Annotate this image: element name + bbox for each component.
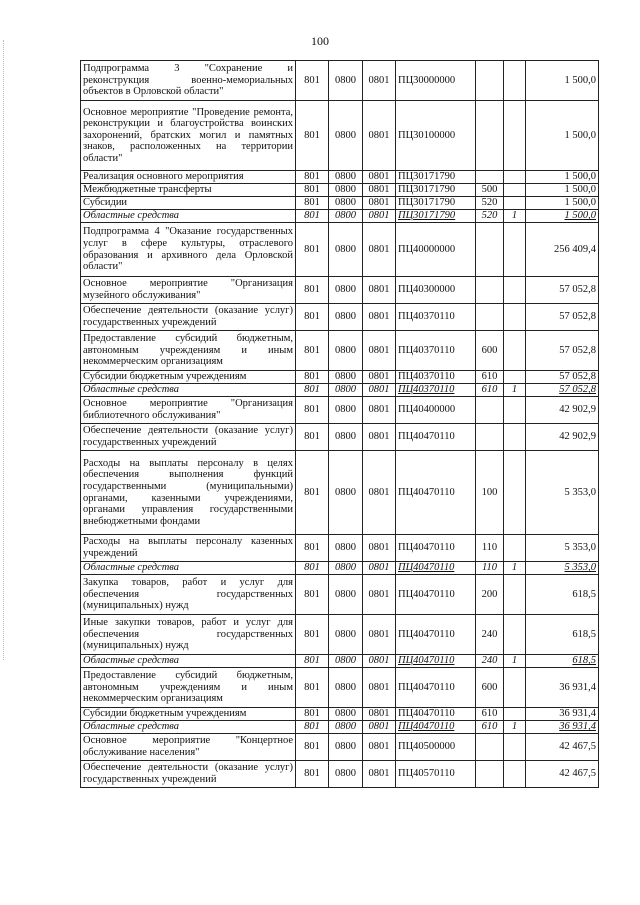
amount: 57 052,8 (526, 371, 599, 384)
section-code: 0800 (329, 304, 363, 331)
expense-type-code (476, 304, 504, 331)
table-row (81, 424, 599, 451)
expense-type-code (476, 61, 504, 101)
department-code: 801 (296, 655, 329, 668)
section-code: 0800 (329, 171, 363, 184)
subsection-code: 0801 (363, 535, 396, 562)
expense-type-code (476, 761, 504, 788)
expense-type-code: 500 (476, 184, 504, 197)
department-code: 801 (296, 424, 329, 451)
table-row (81, 371, 599, 384)
department-code: 801 (296, 171, 329, 184)
subsection-code: 0801 (363, 424, 396, 451)
amount: 1 500,0 (526, 101, 599, 171)
amount: 618,5 (526, 615, 599, 655)
department-code: 801 (296, 734, 329, 761)
expense-type-code (476, 424, 504, 451)
funding-source-code (504, 197, 526, 210)
funding-source-code: 1 (504, 384, 526, 397)
funding-source-code (504, 304, 526, 331)
subsection-code: 0801 (363, 223, 396, 277)
section-code: 0800 (329, 197, 363, 210)
table-row (81, 277, 599, 304)
subsection-code: 0801 (363, 101, 396, 171)
funding-source-code (504, 615, 526, 655)
department-code: 801 (296, 331, 329, 371)
expense-description: Областные средства (81, 384, 296, 397)
expense-type-code (476, 277, 504, 304)
amount: 42 902,9 (526, 424, 599, 451)
amount: 5 353,0 (526, 535, 599, 562)
expense-type-code: 240 (476, 655, 504, 668)
funding-source-code (504, 61, 526, 101)
funding-source-code (504, 424, 526, 451)
subsection-code: 0801 (363, 397, 396, 424)
expense-type-code: 110 (476, 535, 504, 562)
funding-source-code (504, 101, 526, 171)
expense-type-code: 520 (476, 210, 504, 223)
subsection-code: 0801 (363, 171, 396, 184)
table-row (81, 761, 599, 788)
subsection-code: 0801 (363, 304, 396, 331)
department-code: 801 (296, 277, 329, 304)
expense-description: Обеспечение деятельности (оказание услуг) государственных учреждений (81, 424, 296, 451)
expense-type-code: 600 (476, 331, 504, 371)
subsection-code: 0801 (363, 184, 396, 197)
expense-description: Подпрограмма 4 "Оказание государственных услуг в сфере культуры, отраслевого образования и архивного дела Орловской области" (81, 223, 296, 277)
department-code: 801 (296, 535, 329, 562)
subsection-code: 0801 (363, 384, 396, 397)
funding-source-code (504, 331, 526, 371)
table-row (81, 668, 599, 708)
section-code: 0800 (329, 101, 363, 171)
target-article-code: ПЦ40500000 (396, 734, 476, 761)
department-code: 801 (296, 304, 329, 331)
section-code: 0800 (329, 277, 363, 304)
section-code: 0800 (329, 210, 363, 223)
table-row (81, 721, 599, 734)
department-code: 801 (296, 708, 329, 721)
section-code: 0800 (329, 331, 363, 371)
target-article-code: ПЦ40470110 (396, 562, 476, 575)
funding-source-code (504, 575, 526, 615)
expense-description: Межбюджетные трансферты (81, 184, 296, 197)
section-code: 0800 (329, 61, 363, 101)
section-code: 0800 (329, 184, 363, 197)
section-code: 0800 (329, 371, 363, 384)
section-code: 0800 (329, 655, 363, 668)
expense-description: Основное мероприятие "Проведение ремонта, реконструкции и благоустройства воинских захоронений, братских могил и памятных знаков, расположенных на территории области" (81, 101, 296, 171)
expense-type-code: 610 (476, 384, 504, 397)
amount: 42 467,5 (526, 761, 599, 788)
target-article-code: ПЦ40470110 (396, 575, 476, 615)
budget-table (80, 60, 599, 788)
funding-source-code (504, 535, 526, 562)
expense-type-code: 610 (476, 721, 504, 734)
table-row (81, 61, 599, 101)
amount: 1 500,0 (526, 184, 599, 197)
expense-description: Расходы на выплаты персоналу в целях обеспечения выполнения функций государственными (муниципальными) органами, казенными учреждениями, органами управления государственными внебюджетными фондами (81, 451, 296, 535)
target-article-code: ПЦ30171790 (396, 197, 476, 210)
table-row (81, 451, 599, 535)
subsection-code: 0801 (363, 451, 396, 535)
table-row (81, 101, 599, 171)
expense-description: Областные средства (81, 655, 296, 668)
subsection-code: 0801 (363, 575, 396, 615)
subsection-code: 0801 (363, 734, 396, 761)
funding-source-code (504, 668, 526, 708)
section-code: 0800 (329, 424, 363, 451)
section-code: 0800 (329, 708, 363, 721)
subsection-code: 0801 (363, 615, 396, 655)
department-code: 801 (296, 451, 329, 535)
department-code: 801 (296, 397, 329, 424)
target-article-code: ПЦ40470110 (396, 668, 476, 708)
department-code: 801 (296, 761, 329, 788)
table-row (81, 197, 599, 210)
section-code: 0800 (329, 223, 363, 277)
expense-type-code (476, 223, 504, 277)
amount: 57 052,8 (526, 277, 599, 304)
table-row (81, 615, 599, 655)
expense-type-code: 240 (476, 615, 504, 655)
expense-description: Обеспечение деятельности (оказание услуг) государственных учреждений (81, 761, 296, 788)
subsection-code: 0801 (363, 562, 396, 575)
subsection-code: 0801 (363, 197, 396, 210)
table-row (81, 734, 599, 761)
department-code: 801 (296, 384, 329, 397)
section-code: 0800 (329, 668, 363, 708)
subsection-code: 0801 (363, 61, 396, 101)
amount: 57 052,8 (526, 304, 599, 331)
department-code: 801 (296, 61, 329, 101)
target-article-code: ПЦ40470110 (396, 721, 476, 734)
target-article-code: ПЦ40300000 (396, 277, 476, 304)
expense-description: Областные средства (81, 210, 296, 223)
department-code: 801 (296, 197, 329, 210)
amount: 618,5 (526, 575, 599, 615)
section-code: 0800 (329, 615, 363, 655)
expense-type-code: 110 (476, 562, 504, 575)
section-code: 0800 (329, 734, 363, 761)
amount: 1 500,0 (526, 61, 599, 101)
target-article-code: ПЦ40470110 (396, 655, 476, 668)
expense-description: Иные закупки товаров, работ и услуг для обеспечения государственных (муниципальных) нужд (81, 615, 296, 655)
amount: 256 409,4 (526, 223, 599, 277)
table-row (81, 184, 599, 197)
amount: 618,5 (526, 655, 599, 668)
section-code: 0800 (329, 451, 363, 535)
table-row (81, 331, 599, 371)
subsection-code: 0801 (363, 721, 396, 734)
expense-description: Предоставление субсидий бюджетным, автономным учреждениям и иным некоммерческим организациям (81, 668, 296, 708)
subsection-code: 0801 (363, 331, 396, 371)
section-code: 0800 (329, 562, 363, 575)
section-code: 0800 (329, 721, 363, 734)
target-article-code: ПЦ40470110 (396, 424, 476, 451)
funding-source-code: 1 (504, 721, 526, 734)
expense-type-code: 100 (476, 451, 504, 535)
table-row (81, 655, 599, 668)
expense-description: Основное мероприятие "Организация музейного обслуживания" (81, 277, 296, 304)
funding-source-code (504, 223, 526, 277)
amount: 42 902,9 (526, 397, 599, 424)
funding-source-code (504, 708, 526, 721)
target-article-code: ПЦ40570110 (396, 761, 476, 788)
table-row (81, 171, 599, 184)
expense-type-code (476, 734, 504, 761)
expense-description: Областные средства (81, 562, 296, 575)
section-code: 0800 (329, 397, 363, 424)
subsection-code: 0801 (363, 708, 396, 721)
funding-source-code (504, 171, 526, 184)
table-row (81, 397, 599, 424)
expense-type-code: 520 (476, 197, 504, 210)
target-article-code: ПЦ40370110 (396, 371, 476, 384)
funding-source-code (504, 184, 526, 197)
department-code: 801 (296, 223, 329, 277)
expense-type-code: 610 (476, 371, 504, 384)
funding-source-code (504, 277, 526, 304)
funding-source-code: 1 (504, 655, 526, 668)
expense-description: Расходы на выплаты персоналу казенных учреждений (81, 535, 296, 562)
department-code: 801 (296, 101, 329, 171)
department-code: 801 (296, 721, 329, 734)
table-row (81, 223, 599, 277)
target-article-code: ПЦ40370110 (396, 304, 476, 331)
expense-type-code (476, 171, 504, 184)
section-code: 0800 (329, 384, 363, 397)
target-article-code: ПЦ30171790 (396, 184, 476, 197)
subsection-code: 0801 (363, 668, 396, 708)
amount: 1 500,0 (526, 171, 599, 184)
table-row (81, 304, 599, 331)
target-article-code: ПЦ40470110 (396, 615, 476, 655)
binding-edge-marks (3, 40, 6, 660)
amount: 5 353,0 (526, 451, 599, 535)
amount: 36 931,4 (526, 721, 599, 734)
expense-description: Реализация основного мероприятия (81, 171, 296, 184)
section-code: 0800 (329, 761, 363, 788)
department-code: 801 (296, 210, 329, 223)
target-article-code: ПЦ40470110 (396, 535, 476, 562)
department-code: 801 (296, 184, 329, 197)
target-article-code: ПЦ40370110 (396, 331, 476, 371)
department-code: 801 (296, 615, 329, 655)
expense-description: Основное мероприятие "Концертное обслуживание населения" (81, 734, 296, 761)
target-article-code: ПЦ30000000 (396, 61, 476, 101)
amount: 5 353,0 (526, 562, 599, 575)
table-row (81, 708, 599, 721)
expense-type-code: 600 (476, 668, 504, 708)
amount: 57 052,8 (526, 384, 599, 397)
target-article-code: ПЦ40370110 (396, 384, 476, 397)
funding-source-code (504, 451, 526, 535)
budget-table-body (81, 61, 599, 788)
target-article-code: ПЦ40470110 (396, 708, 476, 721)
funding-source-code: 1 (504, 562, 526, 575)
expense-description: Подпрограмма 3 "Сохранение и реконструкция военно-мемориальных объектов в Орловской области" (81, 61, 296, 101)
table-row (81, 210, 599, 223)
target-article-code: ПЦ30171790 (396, 210, 476, 223)
subsection-code: 0801 (363, 655, 396, 668)
target-article-code: ПЦ40400000 (396, 397, 476, 424)
amount: 36 931,4 (526, 708, 599, 721)
table-row (81, 384, 599, 397)
table-row (81, 535, 599, 562)
funding-source-code (504, 397, 526, 424)
subsection-code: 0801 (363, 277, 396, 304)
target-article-code: ПЦ30100000 (396, 101, 476, 171)
expense-description: Закупка товаров, работ и услуг для обеспечения государственных (муниципальных) нужд (81, 575, 296, 615)
subsection-code: 0801 (363, 761, 396, 788)
expense-type-code: 610 (476, 708, 504, 721)
funding-source-code (504, 734, 526, 761)
subsection-code: 0801 (363, 371, 396, 384)
subsection-code: 0801 (363, 210, 396, 223)
amount: 1 500,0 (526, 210, 599, 223)
expense-description: Областные средства (81, 721, 296, 734)
amount: 1 500,0 (526, 197, 599, 210)
department-code: 801 (296, 562, 329, 575)
expense-description: Субсидии бюджетным учреждениям (81, 708, 296, 721)
page-number: 100 (311, 34, 329, 48)
expense-type-code (476, 397, 504, 424)
department-code: 801 (296, 668, 329, 708)
funding-source-code: 1 (504, 210, 526, 223)
amount: 36 931,4 (526, 668, 599, 708)
target-article-code: ПЦ30171790 (396, 171, 476, 184)
table-row (81, 562, 599, 575)
amount: 57 052,8 (526, 331, 599, 371)
department-code: 801 (296, 371, 329, 384)
expense-description: Основное мероприятие "Организация библиотечного обслуживания" (81, 397, 296, 424)
funding-source-code (504, 371, 526, 384)
department-code: 801 (296, 575, 329, 615)
expense-type-code (476, 101, 504, 171)
target-article-code: ПЦ40470110 (396, 451, 476, 535)
expense-description: Обеспечение деятельности (оказание услуг) государственных учреждений (81, 304, 296, 331)
expense-description: Субсидии бюджетным учреждениям (81, 371, 296, 384)
section-code: 0800 (329, 575, 363, 615)
section-code: 0800 (329, 535, 363, 562)
expense-type-code: 200 (476, 575, 504, 615)
table-row (81, 575, 599, 615)
expense-description: Субсидии (81, 197, 296, 210)
expense-description: Предоставление субсидий бюджетным, автономным учреждениям и иным некоммерческим организациям (81, 331, 296, 371)
target-article-code: ПЦ40000000 (396, 223, 476, 277)
amount: 42 467,5 (526, 734, 599, 761)
funding-source-code (504, 761, 526, 788)
